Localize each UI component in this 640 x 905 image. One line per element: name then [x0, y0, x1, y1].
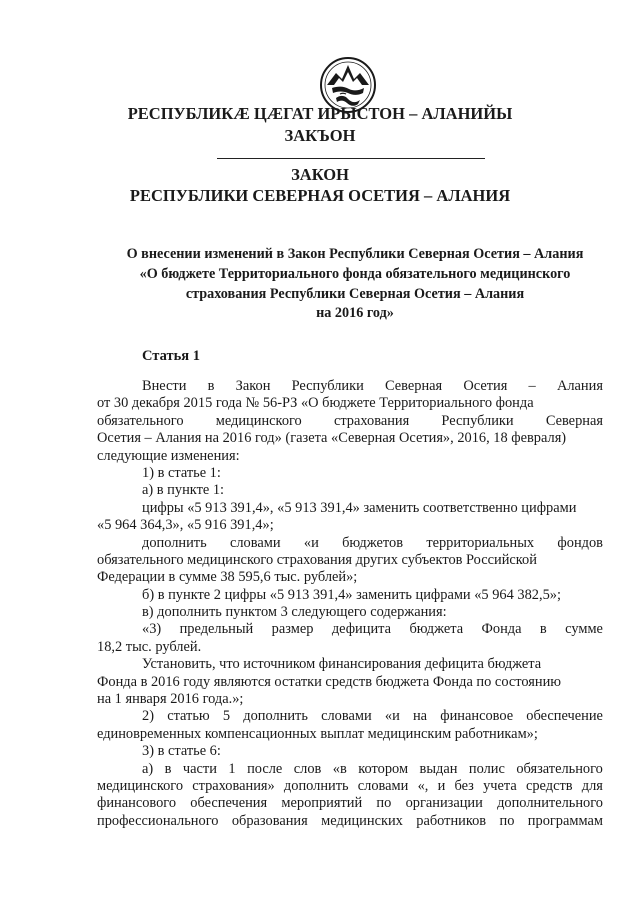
deficit-line-1: «3) предельный размер дефицита бюджета Фонда в сумме — [142, 621, 603, 638]
establish-line-1: Установить, что источником финансирования дефицита бюджета — [142, 656, 542, 673]
item-2-line-2: единовременных компенсационных выплат медицинским работникам»; — [97, 725, 538, 742]
supplement-line-1: дополнить словами «и бюджетов территориальных фондов — [142, 534, 603, 551]
digits-line-2: «5 964 364,3», «5 916 391,4»; — [97, 517, 274, 534]
item-1a: а) в пункте 1: — [142, 482, 225, 499]
item-3: 3) в статье 6: — [142, 743, 221, 760]
item-2-line-1: 2) статью 5 дополнить словами «и на финансовое обеспечение — [142, 708, 603, 725]
item-1: 1) в статье 1: — [142, 464, 221, 481]
header-ossetian-republic: РЕСПУБЛИКӔ ЦӔГАТ ИРЫСТОН – АЛАНИЙЫ — [127, 104, 513, 123]
paragraph-intro-line-5: следующие изменения: — [97, 447, 240, 464]
item-3a-line-3: финансового обеспечения мероприятий по организации дополнительного — [97, 795, 603, 812]
document-body — [97, 378, 603, 830]
paragraph-intro-line-4: Осетия – Алания на 2016 год» (газета «Северная Осетия», 2016, 18 февраля) — [97, 430, 567, 447]
document-title-line: О внесении изменений в Закон Республики Северная Осетия – Алания — [126, 246, 584, 262]
header-divider — [217, 158, 485, 159]
header-republic: РЕСПУБЛИКИ СЕВЕРНАЯ ОСЕТИЯ – АЛАНИЯ — [129, 186, 511, 205]
establish-line-2: Фонда в 2016 году являются остатки средств бюджета Фонда по состоянию — [97, 673, 562, 690]
digits-line-1: цифры «5 913 391,4», «5 913 391,4» заменить соответственно цифрами — [142, 499, 577, 516]
item-3a-line-2: медицинского страхования» дополнить словами «, и без учета средств для — [97, 777, 603, 794]
item-1c: в) дополнить пунктом 3 следующего содержания: — [142, 604, 447, 621]
paragraph-intro-line-1: Внести в Закон Республики Северная Осетия – Алания — [142, 378, 603, 394]
supplement-line-3: Федерации в сумме 38 595,6 тыс. рублей»; — [97, 569, 358, 586]
deficit-line-2: 18,2 тыс. рублей. — [97, 638, 202, 655]
item-3a-line-1: а) в части 1 после слов «в котором выдан полис обязательного — [142, 760, 603, 777]
document-title-line: «О бюджете Территориального фонда обязательного медицинского — [139, 266, 571, 282]
document-title-line: страхования Республики Северная Осетия – Алания — [185, 286, 525, 302]
paragraph-intro-line-3: обязательного медицинского страхования Республики Северная — [97, 412, 603, 429]
item-3a-line-4: профессионального образования медицинских работников по программам — [97, 812, 603, 829]
item-1b: б) в пункте 2 цифры «5 913 391,4» заменить цифрами «5 964 382,5»; — [142, 586, 561, 603]
article-heading: Статья 1 — [142, 348, 200, 364]
establish-line-3: на 1 января 2016 года.»; — [97, 691, 244, 708]
header-law: ЗАКОН — [291, 165, 349, 184]
paragraph-intro-line-2: от 30 декабря 2015 года № 56-РЗ «О бюджете Территориального фонда — [97, 395, 534, 412]
supplement-line-2: обязательного медицинского страхования других субъектов Российской — [97, 551, 537, 568]
header-ossetian-law: ЗАКЪОН — [284, 126, 356, 145]
document-title-line: на 2016 год» — [316, 305, 394, 321]
